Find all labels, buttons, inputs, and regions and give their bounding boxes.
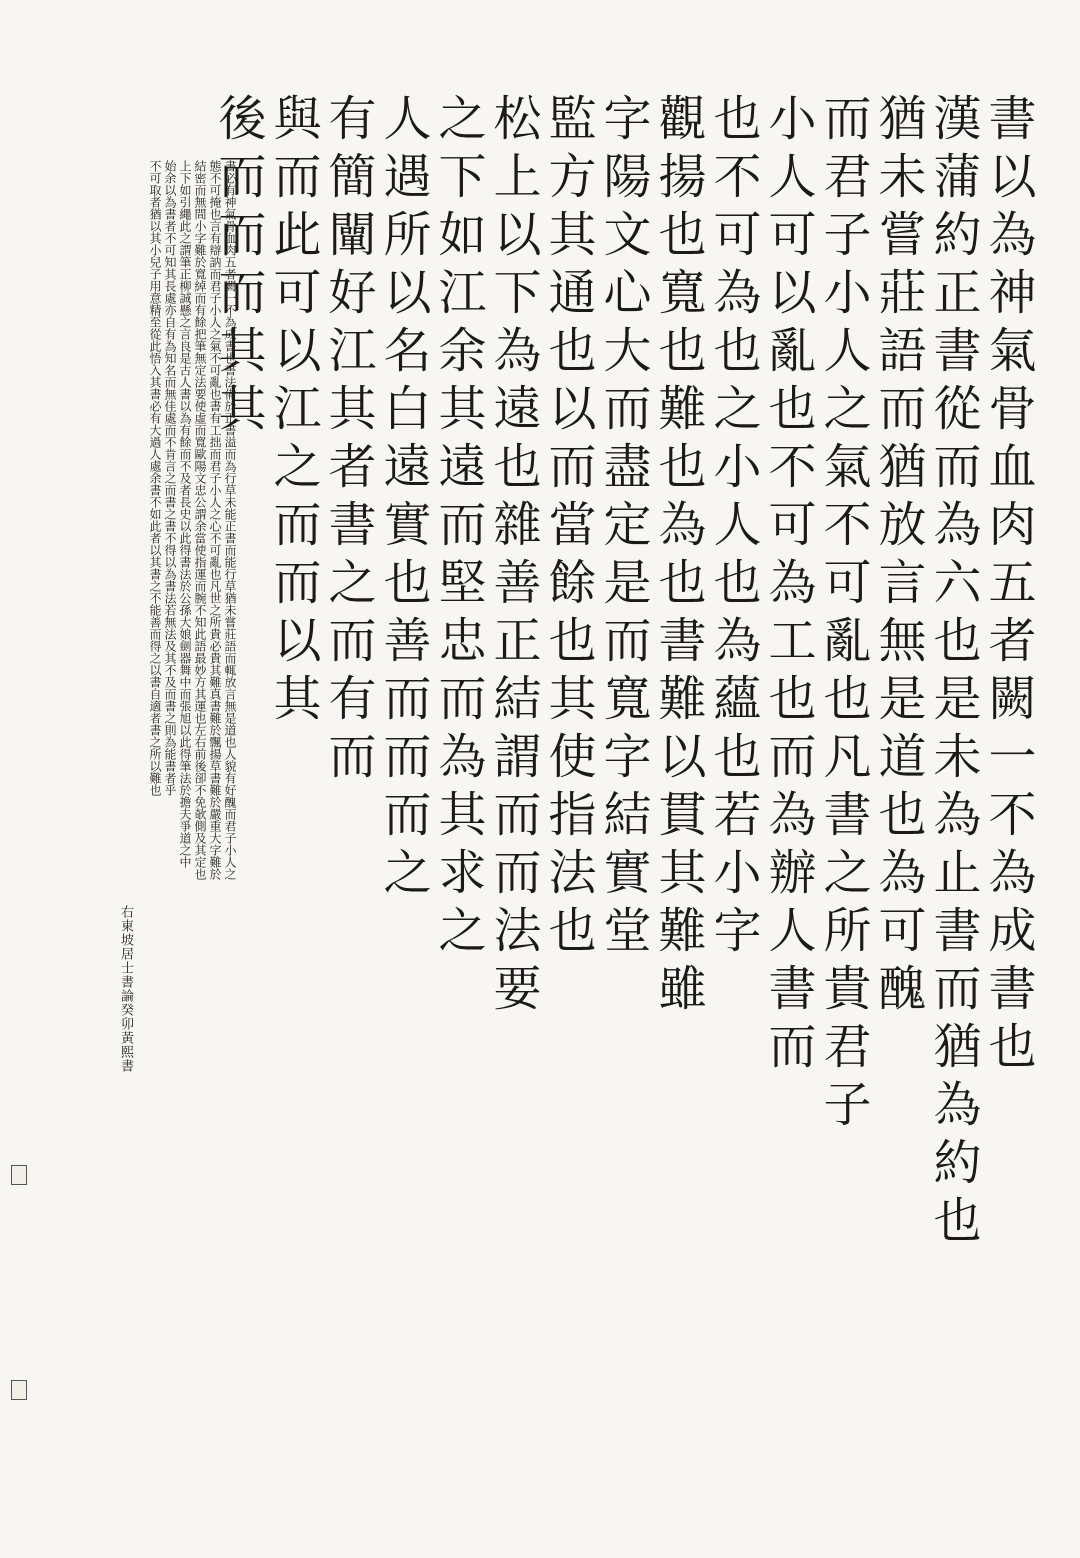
seal-column: 後 而 而 而 其 其	[218, 91, 267, 437]
seal-column: 而 君 子 小 人 之 氣 不 可 亂 也 凡 書 之 所 貴 君 子	[823, 91, 872, 1133]
seal-column: 之 下 如 江 余 其 遠 而 堅 忠 而 為 其 求 之	[438, 91, 487, 959]
seal-column: 字 陽 文 心 大 而 盡 定 是 而 寬 字 結 實 堂	[603, 91, 652, 959]
seal-column: 觀 揚 也 寬 也 難 也 為 也 書 難 以 貫 其 難 雖	[658, 91, 707, 1017]
signature: 右東坡居士書論癸卯黃熙書	[118, 905, 133, 1073]
seal-column: 漢 蒲 約 正 書 從 而 為 六 也 是 未 為 止 書 而 猶 為 約 也	[933, 91, 982, 1249]
seal-column: 小 人 可 以 亂 也 不 可 為 工 也 而 為 辦 人 書 而	[768, 91, 817, 1075]
seal-column: 書 以 為 神 氣 骨 血 肉 五 者 闕 一 不 為 成 書 也	[988, 91, 1037, 1075]
annotation-column: 態不可掩也言有辯訥而君子小人之氣不可亂也書有工拙而君子小人之心不可亂也凡世之所貴必貴其難真書難於飄揚草書難於嚴重大字難於	[208, 160, 222, 880]
seal-column: 人 遇 所 以 名 白 遠 實 也 善 而 而 而 之	[383, 91, 432, 901]
seal-column: 監 方 其 通 也 以 而 當 餘 也 其 使 指 法 也	[548, 91, 597, 959]
annotation-column: 上下如引繩此之謂筆正柳誠懸之言良是古人書以為有餘而不及者長史以此得書法於公孫大娘劍器舞中而張旭以此得筆法於擔夫爭道之中	[178, 160, 192, 868]
annotation-column: 始余以為書者不可知其長處亦自有為知名而無佳處而不肯言之而書之書不得以為書法若無法及其不及而書之則為能書者乎	[163, 160, 177, 796]
annotation-column: 書必有神氣骨血肉五者闕一不為成書也書法備於正書溢而為行草未能正書而能行草猶未嘗莊語而輒放言無是道也人貌有好醜而君子小人之	[223, 160, 237, 880]
seal-column: 松 上 以 下 為 遠 也 雜 善 正 結 謂 而 而 法 要	[493, 91, 542, 1017]
red-seal-stamp	[11, 1165, 27, 1185]
seal-column: 猶 未 嘗 莊 語 而 猶 放 言 無 是 道 也 為 可 醜	[878, 91, 927, 1017]
seal-column: 與 而 此 可 以 江 之 而 而 以 其	[273, 91, 322, 727]
red-seal-stamp	[11, 1380, 27, 1400]
regular-script-annotation	[112, 160, 237, 900]
annotation-column: 不可取者猶以其小兒子用意精至從此悟入其書必有大過人處余書不如此者以其書之不能善而得之以書自適者書之所以難也	[148, 160, 162, 796]
seal-column: 也 不 可 為 也 之 小 人 也 為 蘊 也 若 小 字	[713, 91, 762, 959]
seal-script-main-text	[160, 90, 1040, 1450]
seal-column: 有 簡 闡 好 江 其 者 書 之 而 有 而	[328, 91, 377, 785]
annotation-column: 結密而無間小字難於寬綽而有餘把筆無定法要使虛而寬歐陽文忠公謂余當使指運而腕不知此語最妙方其運也左右前後卻不免欹側及其定也	[193, 160, 207, 880]
